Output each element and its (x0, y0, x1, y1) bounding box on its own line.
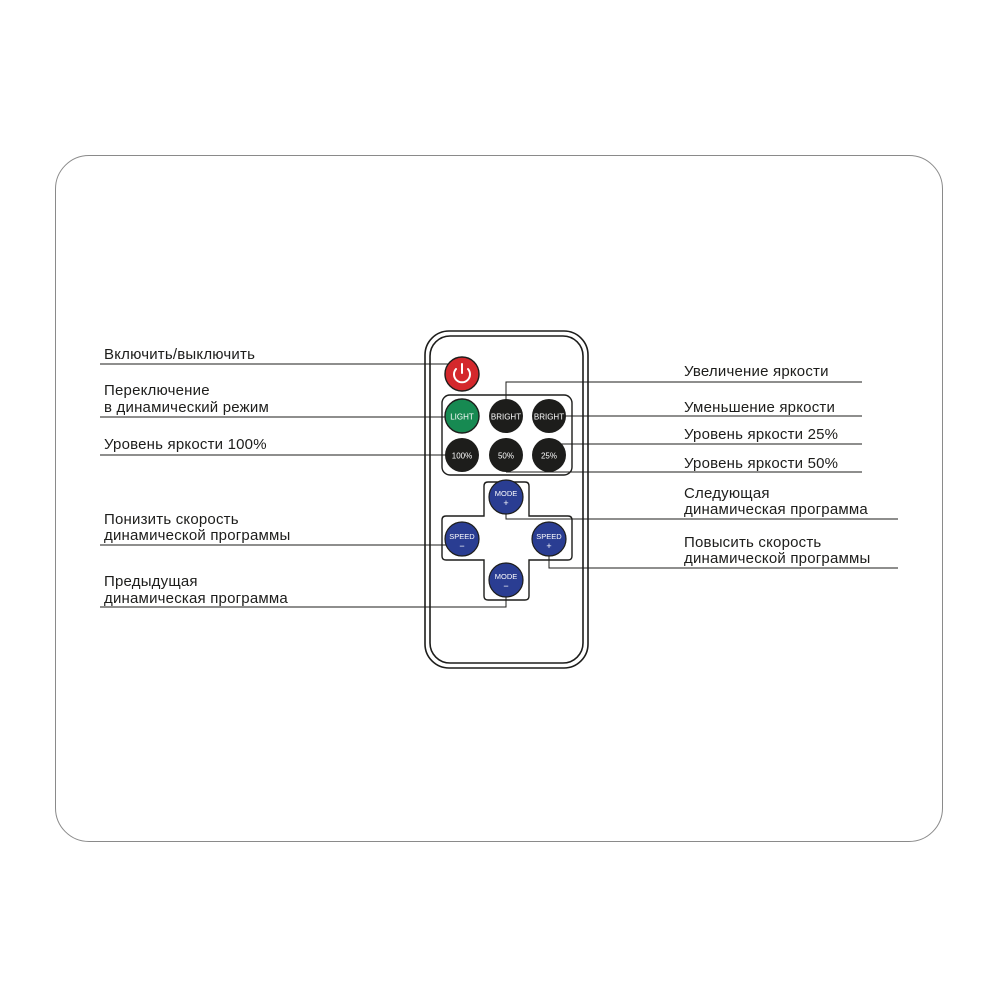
speed-up-button[interactable] (532, 522, 566, 556)
label-level-50: Уровень яркости 50% (684, 455, 839, 472)
speed-up-button-sign: + (546, 541, 552, 551)
level-25-button[interactable] (532, 438, 566, 472)
level-25-button-label: 25% (540, 451, 558, 461)
mode-down-button-sign: − (503, 581, 509, 591)
bright-up-button[interactable] (489, 399, 523, 433)
mode-up-button-sign: + (503, 498, 509, 508)
bright-down-button[interactable] (532, 399, 566, 433)
label-switch-line2: в динамический режим (104, 399, 269, 416)
label-bright-down: Уменьшение яркости (684, 399, 836, 416)
label-power: Включить/выключить (104, 346, 256, 363)
label-prev-line2: динамическая программа (104, 590, 288, 607)
label-level-100: Уровень яркости 100% (104, 436, 267, 453)
label-level-25: Уровень яркости 25% (684, 426, 839, 443)
label-next-line1: Следующая (684, 485, 770, 502)
speed-down-button-sign: − (459, 541, 465, 551)
label-speed-down-line2: динамической программы (104, 527, 291, 544)
label-switch-line1: Переключение (104, 382, 210, 399)
speed-up-button-label: SPEED (536, 532, 562, 541)
light-button-label: LIGHT (450, 412, 474, 422)
label-next-line2: динамическая программа (684, 501, 868, 518)
mode-down-button[interactable] (489, 563, 523, 597)
level-100-button-label: 100% (451, 451, 473, 461)
light-button[interactable] (445, 399, 479, 433)
leader-line-25 (549, 444, 862, 455)
bright-down-button-label: BRIGHT (533, 412, 565, 422)
mode-up-button-label: MODE (494, 489, 518, 498)
mode-down-button-label: MODE (494, 572, 518, 581)
bright-up-button-label: BRIGHT (490, 412, 522, 422)
label-prev-line1: Предыдущая (104, 573, 198, 590)
label-bright-up: Увеличение яркости (684, 363, 829, 380)
level-100-button[interactable] (445, 438, 479, 472)
label-speed-up-line2: динамической программы (684, 550, 871, 567)
mode-up-button[interactable] (489, 480, 523, 514)
label-speed-down-line1: Понизить скорость (104, 511, 239, 528)
level-50-button-label: 50% (497, 451, 515, 461)
level-50-button[interactable] (489, 438, 523, 472)
speed-down-button[interactable] (445, 522, 479, 556)
power-button[interactable] (445, 357, 479, 391)
speed-down-button-label: SPEED (449, 532, 475, 541)
label-speed-up-line1: Повысить скорость (684, 534, 822, 551)
